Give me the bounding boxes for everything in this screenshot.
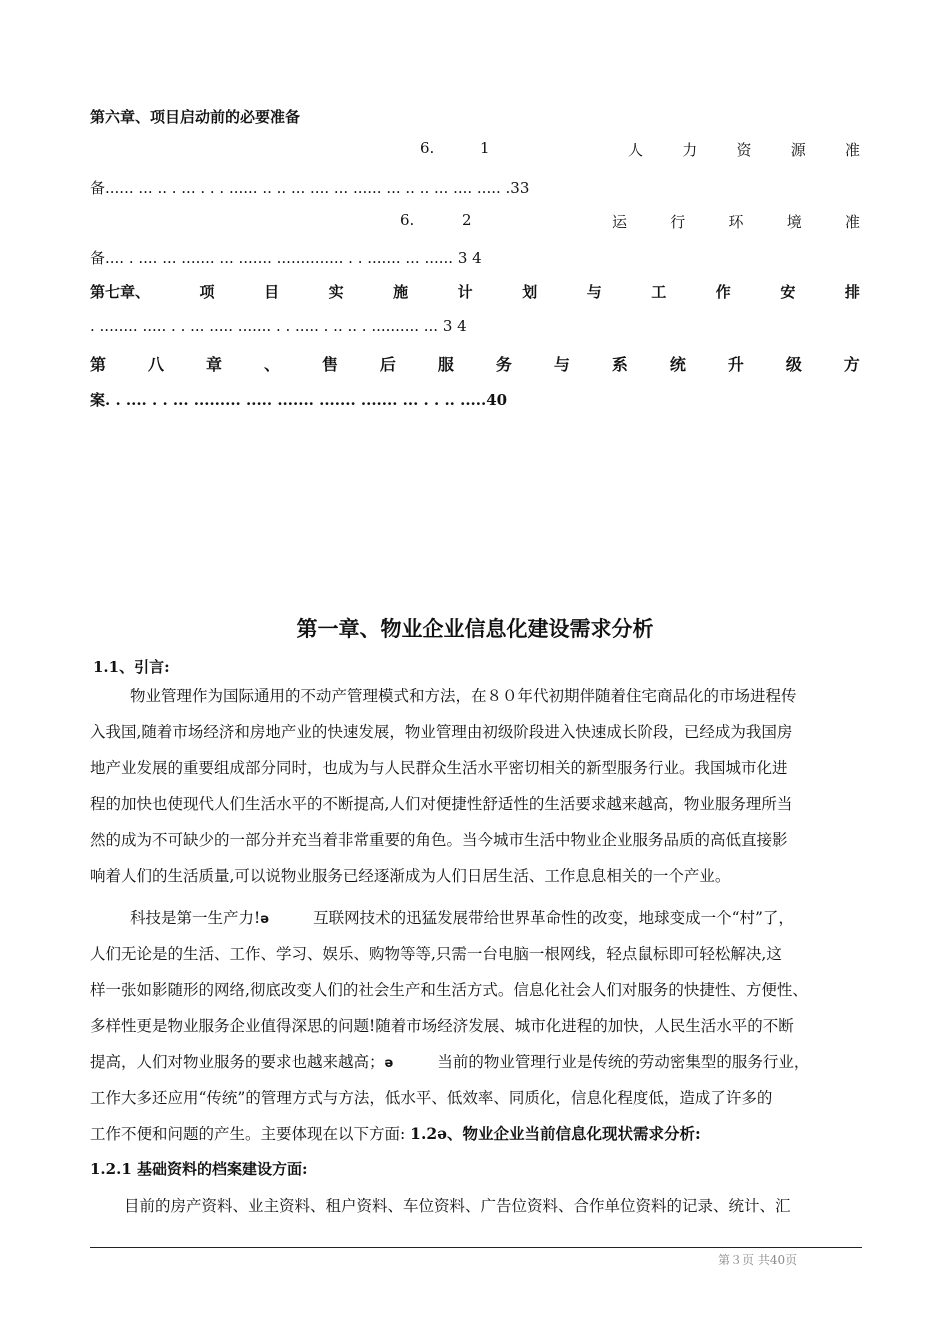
toc-char: 级 bbox=[785, 355, 802, 374]
section-heading-1-1: 1.1、引言: bbox=[93, 658, 170, 676]
toc-s61-num-a: 6. bbox=[420, 139, 435, 157]
toc-char: 售 bbox=[321, 355, 338, 374]
toc-ch7-title bbox=[90, 281, 860, 302]
toc-ch7-leader: . ........ ..... . . ... ..... ....... . . ..... . .. .. . .......... ... 3 4 bbox=[90, 317, 467, 335]
toc-ch8-title bbox=[90, 352, 860, 375]
paragraph-line: 程的加快也使现代人们生活水平的不断提高,人们对便捷性舒适性的生活要求越来越高，物业服务理所当 bbox=[90, 795, 793, 813]
toc-char: 务 bbox=[495, 355, 512, 374]
section-heading-1-2-1 bbox=[90, 1158, 308, 1179]
toc-char: 行 bbox=[670, 213, 686, 231]
paragraph-line: 响着人们的生活质量,可以说物业服务已经逐渐成为人们日居生活、工作息息相关的一个产业。 bbox=[90, 867, 731, 885]
paragraph-line: 工作大多还应用“传统”的管理方式与方法，低水平、低效率、同质化，信息化程度低，造成了许多的 bbox=[90, 1089, 773, 1107]
toc-char: 八 bbox=[147, 355, 164, 374]
toc-char: 服 bbox=[437, 355, 454, 374]
toc-char: 章 bbox=[205, 355, 222, 374]
footer-rule bbox=[90, 1247, 862, 1248]
toc-s62-num-a: 6. bbox=[400, 211, 415, 229]
toc-char: 人 bbox=[628, 141, 644, 159]
bullet-glyph: ә bbox=[260, 912, 270, 927]
toc-char: 准 bbox=[844, 141, 860, 159]
paragraph-line bbox=[90, 1122, 860, 1144]
text-run: 当前的物业管理行业是传统的劳动密集型的服务行业， bbox=[437, 1053, 810, 1071]
paragraph-line: 入我国,随着市场经济和房地产业的快速发展，物业管理由初级阶段进入快速成长阶段，已经成为我国房 bbox=[90, 723, 793, 741]
paragraph-line: 多样性更是物业服务企业值得深思的问题!随着市场经济发展、城市化进程的加快，人民生活水平的不断 bbox=[90, 1017, 794, 1035]
toc-char: 实 bbox=[328, 283, 344, 301]
paragraph-line: 目前的房产资料、业主资料、租户资料、车位资料、广告位资料、合作单位资料的记录、统计、汇 bbox=[124, 1197, 791, 1215]
toc-char: 准 bbox=[844, 213, 860, 231]
toc-char: 升 bbox=[727, 355, 744, 374]
toc-char: 目 bbox=[264, 283, 280, 301]
toc-char: 运 bbox=[612, 213, 628, 231]
text-run: 工作不便和问题的产生。主要体现在以下方面: bbox=[90, 1125, 406, 1143]
toc-char: 后 bbox=[379, 355, 396, 374]
toc-char: 安 bbox=[780, 283, 796, 301]
paragraph-line: 然的成为不可缺少的一部分并充当着非常重要的角色。当今城市生活中物业企业服务品质的高低直接影 bbox=[90, 831, 788, 849]
page-number: 第３页 共40页 bbox=[718, 1253, 798, 1267]
toc-char: 力 bbox=[682, 141, 698, 159]
toc-char: 第 bbox=[90, 355, 107, 374]
toc-char: 境 bbox=[786, 213, 802, 231]
toc-char: 与 bbox=[586, 283, 602, 301]
toc-char: 施 bbox=[393, 283, 409, 301]
paragraph-line bbox=[130, 906, 860, 928]
paragraph-line bbox=[90, 1050, 860, 1072]
toc-char: 工 bbox=[651, 283, 667, 301]
toc-char: 作 bbox=[715, 283, 731, 301]
bullet-glyph: ә bbox=[384, 1056, 394, 1071]
toc-s61-leader: 备...... ... .. . ... . . . ...... .. .. ... .... ... ...... ... .. .. ... .... ..... .33 bbox=[90, 179, 530, 197]
toc-char: 源 bbox=[790, 141, 806, 159]
toc-char: 划 bbox=[522, 283, 538, 301]
paragraph-line: 物业管理作为国际通用的不动产管理模式和方法，在８０年代初期伴随着住宅商品化的市场进程传 bbox=[130, 687, 797, 705]
toc-ch8-leader: 案. . .... . . ... ......... ..... ....... ....... ....... ... . . .. .....40 bbox=[90, 391, 508, 409]
toc-char: 环 bbox=[728, 213, 744, 231]
section-heading-1-2: 1.2ә、物业企业当前信息化现状需求分析: bbox=[410, 1124, 701, 1143]
toc-s61-num-b: 1 bbox=[480, 139, 490, 157]
chapter-title: 第一章、物业企业信息化建设需求分析 bbox=[296, 616, 654, 641]
toc-char: 方 bbox=[843, 355, 860, 374]
toc-char: 第七章、 bbox=[90, 283, 151, 301]
toc-char: 资 bbox=[736, 141, 752, 159]
toc-char: 计 bbox=[457, 283, 473, 301]
toc-char: 项 bbox=[199, 283, 215, 301]
toc-char: 系 bbox=[611, 355, 628, 374]
toc-char: 与 bbox=[553, 355, 570, 374]
section-number: 1.2.1 bbox=[90, 1160, 132, 1178]
paragraph-line: 样一张如影随形的网络,彻底改变人们的社会生产和生活方式。信息化社会人们对服务的快捷性、方便性、 bbox=[90, 981, 808, 999]
toc-ch6-title: 第六章、项目启动前的必要准备 bbox=[90, 108, 301, 126]
toc-s62-num-b: 2 bbox=[462, 211, 472, 229]
paragraph-line: 人们无论是的生活、工作、学习、娱乐、购物等等,只需一台电脑一根网线，轻点鼠标即可轻松解决,这 bbox=[90, 945, 782, 963]
text-run: 互联网技术的迅猛发展带给世界革命性的改变，地球变成一个“村”了， bbox=[313, 909, 794, 927]
section-text: 基础资料的档案建设方面: bbox=[137, 1160, 308, 1178]
toc-s62-title bbox=[612, 211, 860, 232]
toc-s61-title bbox=[628, 139, 860, 160]
text-run: 提高，人们对物业服务的要求也越来越高； bbox=[90, 1053, 385, 1071]
text-run: 科技是第一生产力! bbox=[130, 909, 261, 927]
toc-char: 排 bbox=[844, 283, 860, 301]
toc-s62-leader: 备.... . .... ... ....... ... ....... .............. . . ....... ... ...... 3 4 bbox=[90, 249, 482, 267]
paragraph-line: 地产业发展的重要组成部分同时，也成为与人民群众生活水平密切相关的新型服务行业。我国城市化进 bbox=[90, 759, 788, 777]
toc-char: 、 bbox=[263, 355, 280, 374]
toc-char: 统 bbox=[669, 355, 686, 374]
